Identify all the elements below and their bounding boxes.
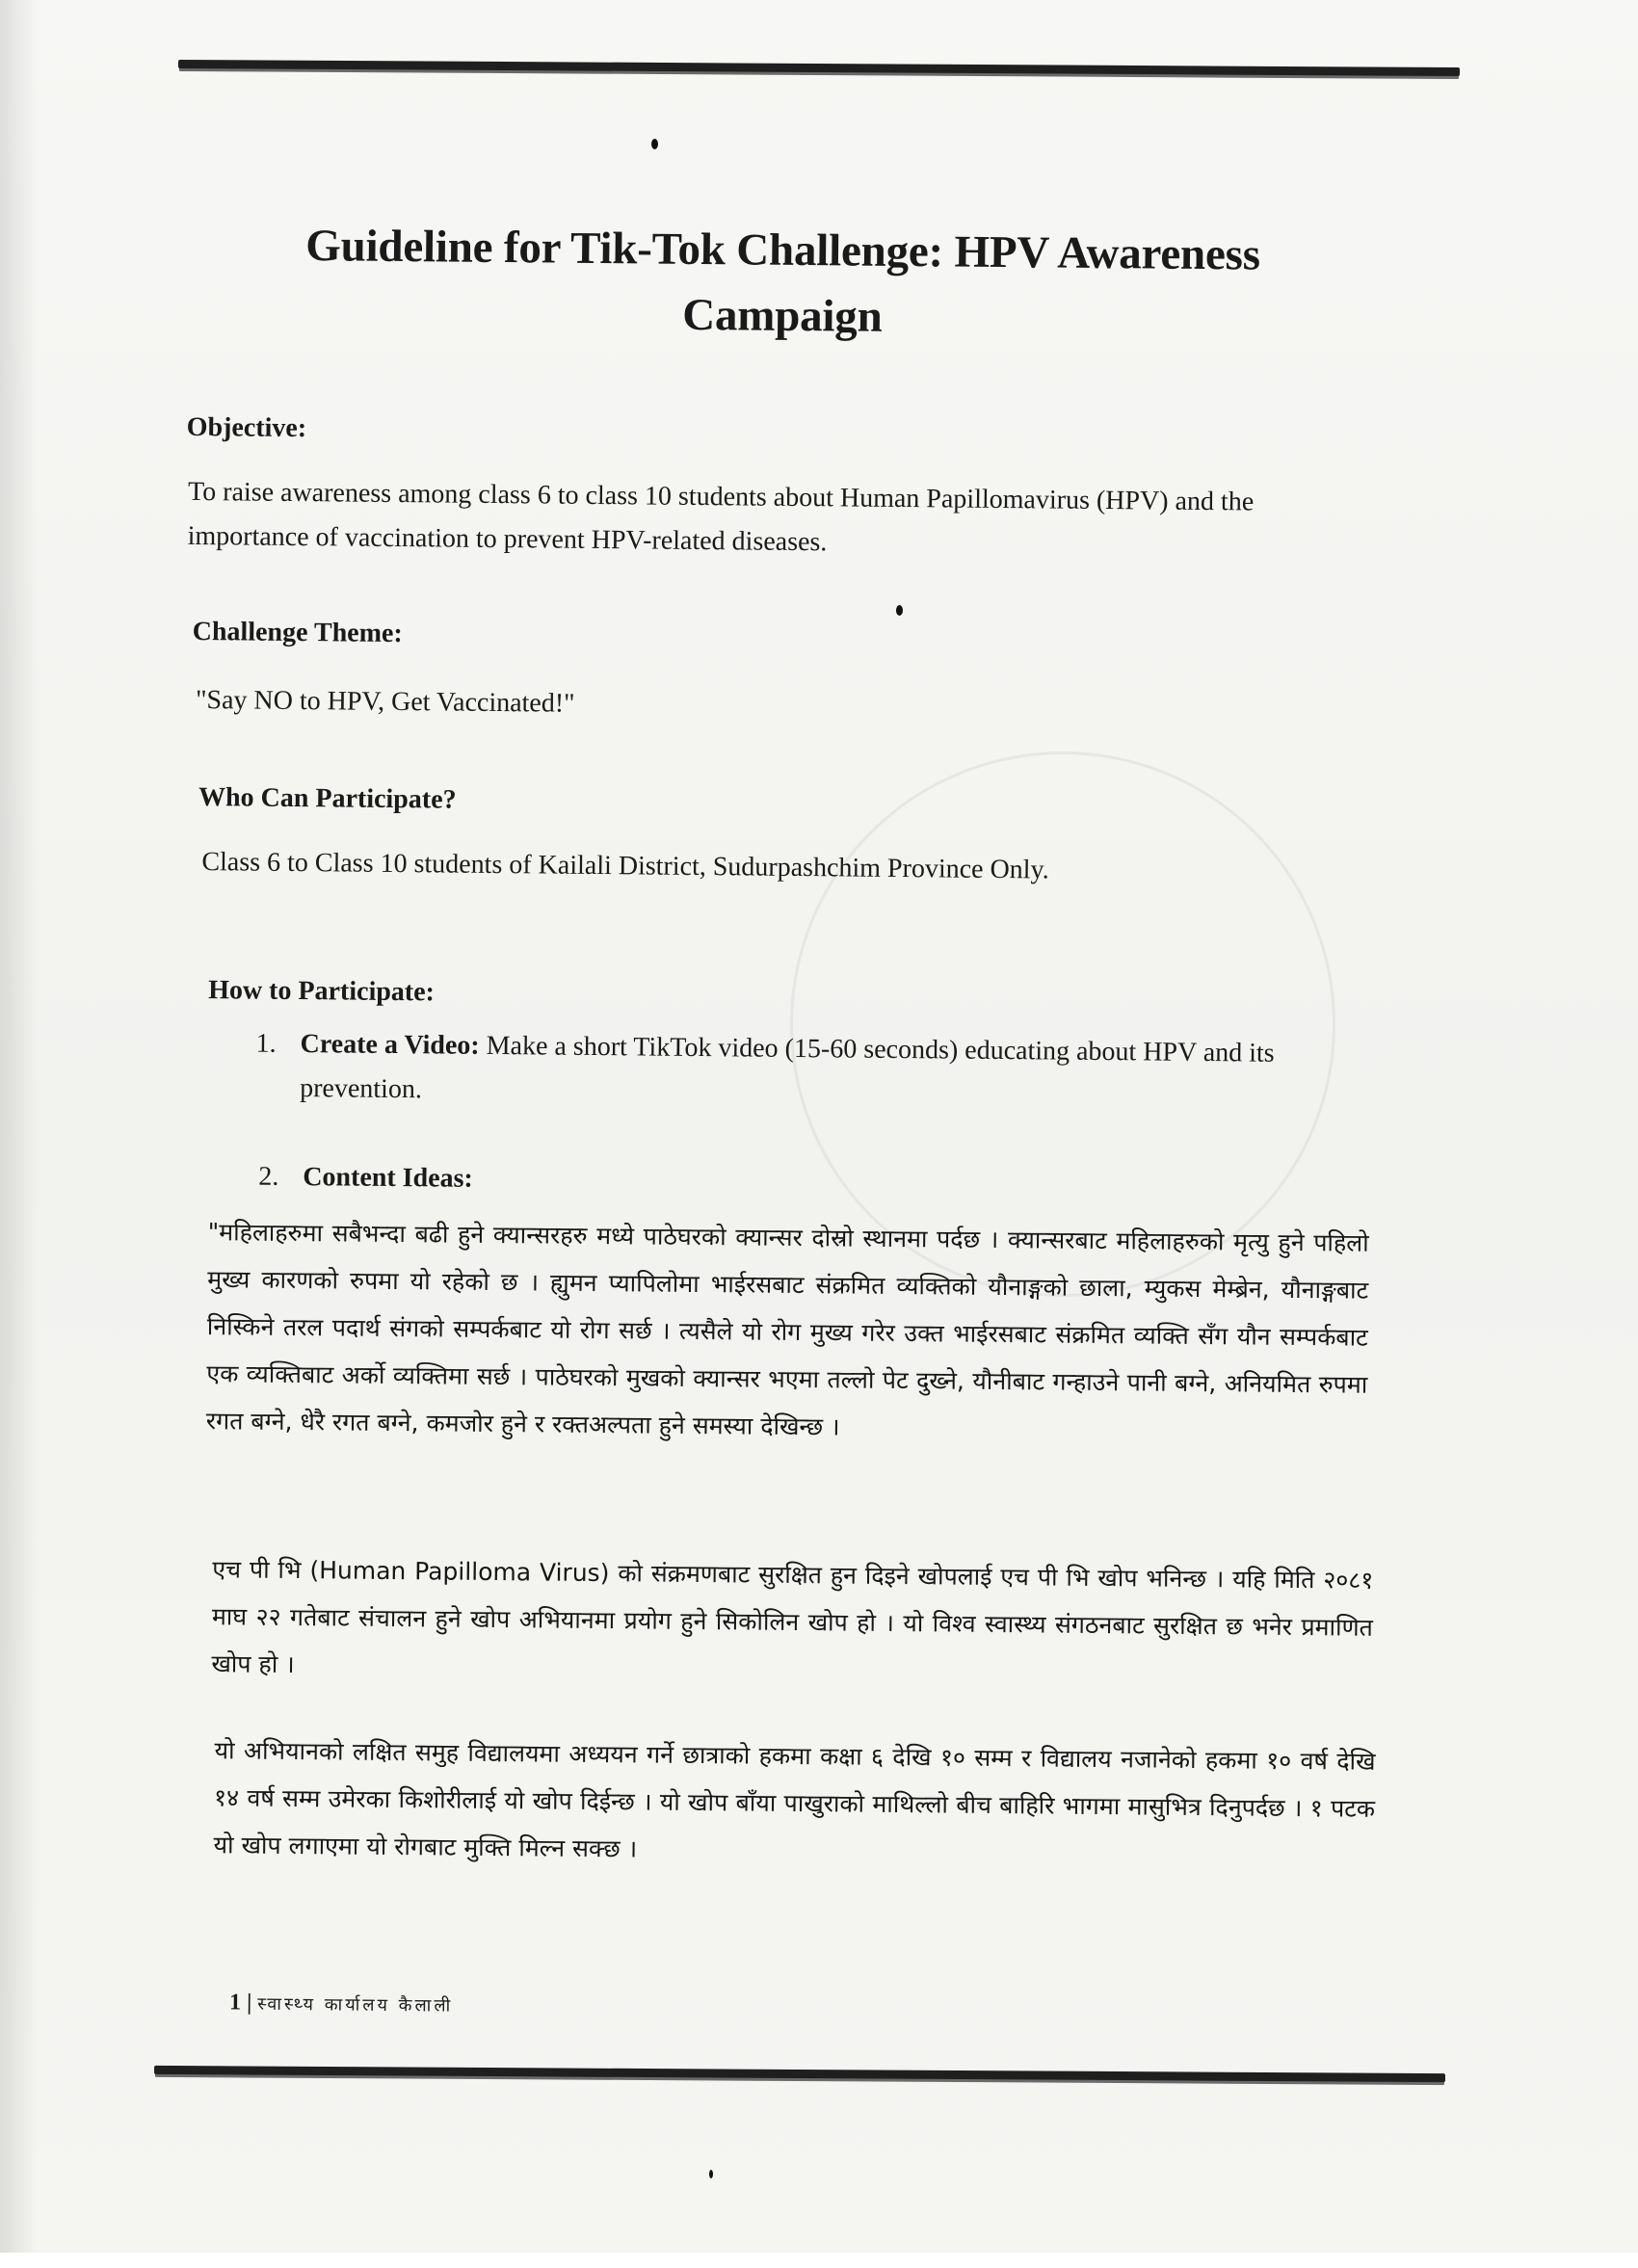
who-can-participate-text: Class 6 to Class 10 students of Kailali District, Sudurpashchim Province Only.: [201, 847, 1049, 885]
list-item-number: 1.: [255, 1028, 277, 1059]
list-item-label: Create a Video:: [300, 1029, 480, 1061]
objective-heading: Objective:: [186, 411, 307, 444]
who-can-participate-heading: Who Can Participate?: [198, 782, 457, 815]
nepali-paragraph-target-group: यो अभियानको लक्षित समुह विद्यालयमा अध्ययन गर्ने छात्राको हकमा कक्षा ६ देखि १० सम्म र विद्यालय नजानेको हकमा १० वर्ष देखि १४ वर्ष सम्म उमेरका किशोरीलाई यो खोप दिईन्छ । यो खोप बाँया पाखुराको माथिल्लो बीच बाहिरि भागमा मासुभित्र दिनुपर्दछ । १ पटक यो खोप लगाएमा यो रोगबाट मुक्ति मिल्न सक्छ ।: [213, 1736, 1376, 1863]
list-item-create-video: [255, 1022, 1399, 1121]
page-footer: [229, 1990, 453, 2017]
list-item-number: 2.: [258, 1161, 279, 1192]
nepali-paragraph-cervical-cancer: "महिलाहरुमा सबैभन्दा बढी हुने क्यान्सरहरु मध्ये पाठेघरको क्यान्सर दोस्रो स्थानमा पर्दछ । क्यान्सरबाट महिलाहरुको मृत्यु हुने पहिलो मुख्य कारणको रुपमा यो रहेको छ । ह्युमन प्यापिलोमा भाईरसबाट संक्रमित व्यक्तिको यौनाङ्गको छाला, म्युकस मेम्ब्रेन, यौनाङ्गबाट निस्किने तरल पदार्थ संगको सम्पर्कबाट यो रोग सर्छ । त्यसैले यो रोग मुख्य गरेर उक्त भाईरसबाट संक्रमित व्यक्ति सँग यौन सम्पर्कबाट एक व्यक्तिबाट अर्को व्यक्तिमा सर्छ । पाठेघरको मुखको क्यान्सर भएमा तल्लो पेट दुख्ने, यौनीबाट गन्हाउने पानी बग्ने, अनियमित रुपमा रगत बग्ने, धेरै रगत बग्ने, कमजोर हुने र रक्तअल्पता हुने समस्या देखिन्छ ।: [205, 1218, 1369, 1441]
challenge-theme-text: "Say NO to HPV, Get Vaccinated!": [195, 684, 575, 719]
how-to-participate-heading: How to Participate:: [207, 975, 436, 1008]
list-item-content-ideas: [258, 1155, 1401, 1210]
page-number: 1 |: [228, 1990, 252, 2016]
nepali-paragraph-hpv-vaccine: एच पी भि (Human Papilloma Virus) को संक्रमणबाट सुरक्षित हुन दिइने खोपलाई एच पी भि खोप भनिन्छ । यहि मिति २०८१ माघ २२ गतेबाट संचालन हुने खोप अभियानमा प्रयोग हुने सिकोलिन खोप हो । यो विश्व स्वास्थ्य संगठनबाट सुरक्षित छ भनेर प्रमाणित खोप हो ।: [211, 1555, 1374, 1679]
objective-text: To raise awareness among class 6 to class 10 students about Human Papillomavirus (HPV) and the importance of vaccination to prevent HPV-related diseases.: [187, 476, 1255, 558]
document-title: Guideline for Tik-Tok Challenge: HPV Awareness Campaign: [305, 221, 1261, 342]
list-item-label: Content Ideas:: [303, 1162, 473, 1194]
challenge-theme-heading: Challenge Theme:: [192, 616, 403, 649]
list-item-text: Make a short TikTok video (15-60 seconds) educating about HPV and its prevention.: [300, 1030, 1275, 1105]
office-name: स्वास्थ्य कार्यालय कैलाली: [257, 1993, 454, 2017]
